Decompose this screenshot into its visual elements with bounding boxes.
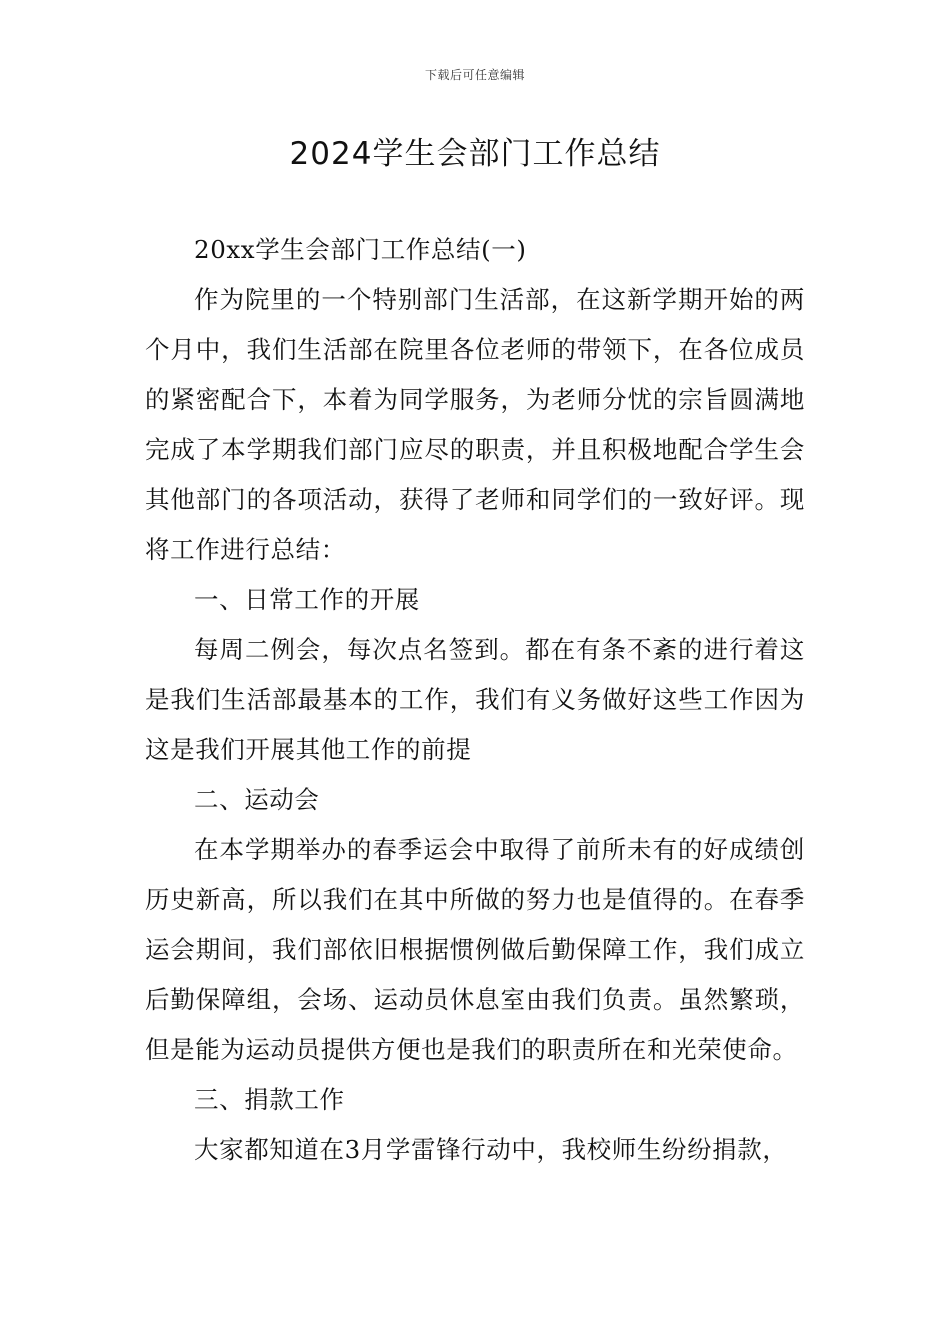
header-note: 下载后可任意编辑 <box>424 68 525 82</box>
daily-work-paragraph: 每周二例会，每次点名签到。都在有条不紊的进行着这是我们生活部最基本的工作，我们有义务做好这些工作因为这是我们开展其他工作的前提 <box>145 635 805 764</box>
section-heading-sports-meet: 二、运动会 <box>194 785 320 814</box>
document-title: 2024学生会部门工作总结 <box>289 136 661 172</box>
document-body <box>145 225 805 1175</box>
section-heading-daily-work: 一、日常工作的开展 <box>194 585 420 614</box>
section-heading-donation: 三、捐款工作 <box>194 1085 345 1114</box>
sports-meet-paragraph: 在本学期举办的春季运会中取得了前所未有的好成绩创历史新高，所以我们在其中所做的努力也是值得的。在春季运会期间，我们部依旧根据惯例做后勤保障工作，我们成立后勤保障组，会场、运动员休息室由我们负责。虽然繁琐，但是能为运动员提供方便也是我们的职责所在和光荣使命。 <box>145 835 805 1064</box>
intro-paragraph: 作为院里的一个特别部门生活部，在这新学期开始的两个月中，我们生活部在院里各位老师的带领下，在各位成员的紧密配合下，本着为同学服务，为老师分忧的宗旨圆满地完成了本学期我们部门应尽的职责，并且积极地配合学生会其他部门的各项活动，获得了老师和同学们的一致好评。现将工作进行总结： <box>145 285 805 564</box>
section-subtitle: 20xx学生会部门工作总结(一) <box>194 235 527 264</box>
donation-paragraph: 大家都知道在3月学雷锋行动中，我校师生纷纷捐款， <box>194 1135 788 1164</box>
